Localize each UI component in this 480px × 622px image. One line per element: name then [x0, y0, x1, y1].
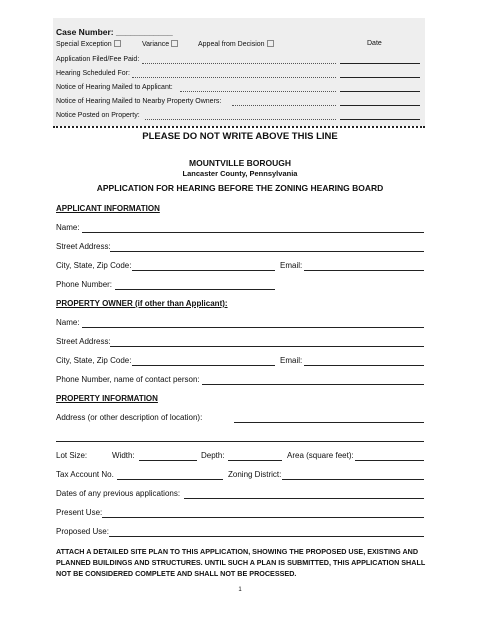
proposed-use-field[interactable] [109, 536, 424, 537]
previous-applications-field[interactable] [184, 498, 424, 499]
owner-city-label: City, State, Zip Code: [56, 356, 132, 365]
office-row-label: Hearing Scheduled For: [56, 70, 130, 77]
applicant-phone-field[interactable] [115, 289, 275, 290]
variance-checkbox[interactable] [171, 40, 178, 47]
date-header: Date [367, 40, 382, 47]
appeal-option[interactable] [198, 40, 274, 48]
site-plan-notice-line-2: PLANNED BUILDINGS AND STRUCTURES. UNTIL SUCH A PLAN IS SUBMITTED, THIS APPLICATION SHALL [56, 558, 426, 567]
appeal-label: Appeal from Decision [198, 41, 265, 48]
office-row-dots [142, 63, 336, 64]
county-subtitle: Lancaster County, Pennsylvania [182, 169, 298, 178]
applicant-city-label: City, State, Zip Code: [56, 261, 132, 270]
present-use-field[interactable] [102, 517, 424, 518]
zoning-district-label: Zoning District: [228, 470, 282, 479]
do-not-write-warning: PLEASE DO NOT WRITE ABOVE THIS LINE [142, 131, 338, 142]
property-address-field[interactable] [234, 422, 424, 423]
applicant-email-label: Email: [280, 261, 303, 270]
applicant-name-field[interactable] [82, 232, 424, 233]
office-row-date-field[interactable] [340, 91, 420, 92]
present-use-label: Present Use: [56, 508, 103, 517]
office-row-date-field[interactable] [340, 119, 420, 120]
office-row-date-field[interactable] [340, 63, 420, 64]
width-field[interactable] [139, 460, 197, 461]
office-row-date-field[interactable] [340, 77, 420, 78]
owner-email-field[interactable] [304, 365, 424, 366]
borough-title: MOUNTVILLE BOROUGH [189, 158, 291, 168]
appeal-checkbox[interactable] [267, 40, 274, 47]
office-use-divider [53, 126, 425, 128]
office-row-dots [232, 105, 336, 106]
office-row-label: Notice of Hearing Mailed to Applicant: [56, 84, 173, 91]
case-number-label: Case Number: ____________ [56, 27, 173, 37]
applicant-street-field[interactable] [110, 251, 424, 252]
owner-street-label: Street Address: [56, 337, 111, 346]
office-row-dots [180, 91, 336, 92]
tax-account-field[interactable] [117, 479, 223, 480]
applicant-phone-label: Phone Number: [56, 280, 113, 289]
site-plan-notice-line-3: NOT BE CONSIDERED COMPLETE AND SHALL NOT BE PROCESSED. [56, 569, 297, 578]
owner-phone-field[interactable] [202, 384, 424, 385]
applicant-name-label: Name: [56, 223, 80, 232]
form-title: APPLICATION FOR HEARING BEFORE THE ZONING HEARING BOARD [96, 183, 384, 193]
depth-label: Depth: [201, 451, 225, 460]
owner-name-label: Name: [56, 318, 80, 327]
proposed-use-label: Proposed Use: [56, 527, 109, 536]
previous-applications-label: Dates of any previous applications: [56, 489, 181, 498]
owner-heading: PROPERTY OWNER (if other than Applicant): [56, 299, 228, 308]
applicant-city-field[interactable] [132, 270, 275, 271]
area-label: Area (square feet): [287, 451, 354, 460]
lot-size-label: Lot Size: [56, 451, 88, 460]
office-row-label: Application Filed/Fee Paid: [56, 56, 140, 63]
depth-field[interactable] [228, 460, 282, 461]
office-row-label: Notice of Hearing Mailed to Nearby Property Owners: [56, 98, 222, 105]
variance-label: Variance [142, 41, 170, 48]
tax-account-label: Tax Account No. [56, 470, 114, 479]
property-address-label: Address (or other description of location): [56, 413, 203, 422]
applicant-street-label: Street Address: [56, 242, 111, 251]
office-row-dots [132, 77, 336, 78]
variance-option[interactable] [142, 40, 178, 48]
special-exception-checkbox[interactable] [114, 40, 121, 47]
office-row-label: Notice Posted on Property: [56, 112, 140, 119]
property-address-field-2[interactable] [56, 441, 424, 442]
owner-name-field[interactable] [82, 327, 424, 328]
applicant-heading: APPLICANT INFORMATION [56, 204, 160, 213]
special-exception-label: Special Exception [56, 41, 112, 48]
applicant-email-field[interactable] [304, 270, 424, 271]
owner-city-field[interactable] [132, 365, 275, 366]
owner-street-field[interactable] [110, 346, 424, 347]
width-label: Width: [112, 451, 135, 460]
owner-email-label: Email: [280, 356, 303, 365]
property-heading: PROPERTY INFORMATION [56, 394, 158, 403]
site-plan-notice-line-1: ATTACH A DETAILED SITE PLAN TO THIS APPLICATION, SHOWING THE PROPOSED USE, EXISTING AND [56, 547, 419, 556]
office-row-dots [145, 119, 336, 120]
special-exception-option[interactable] [56, 40, 121, 48]
area-field[interactable] [355, 460, 424, 461]
office-row-date-field[interactable] [340, 105, 420, 106]
page-number: 1 [238, 587, 242, 593]
owner-phone-label: Phone Number, name of contact person: [56, 375, 200, 384]
zoning-district-field[interactable] [282, 479, 424, 480]
